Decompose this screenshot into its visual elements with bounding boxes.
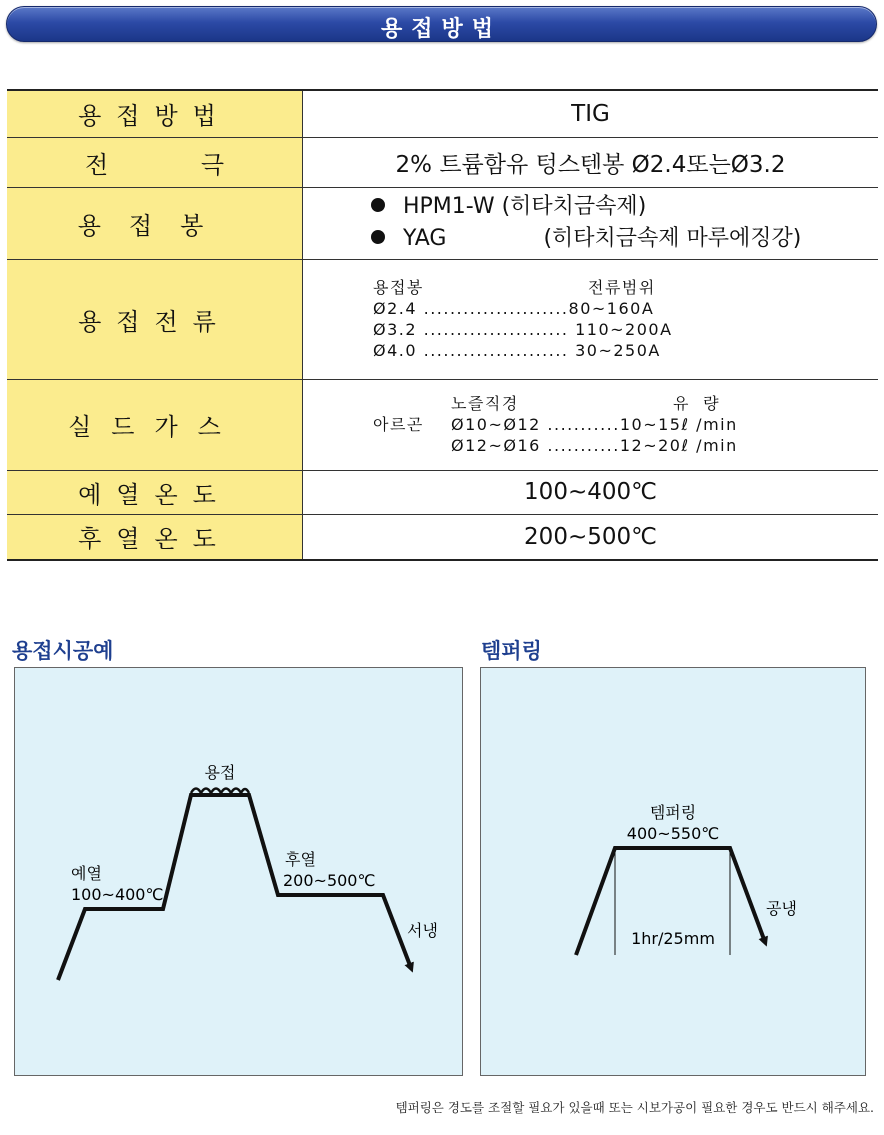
- gas-value: [303, 379, 879, 470]
- example-title: 용접시공예: [12, 639, 114, 663]
- table-row-rod: [7, 187, 878, 259]
- preheat-temp-label: 100~400℃: [71, 885, 164, 904]
- postheat-value: 200~500℃: [303, 514, 879, 560]
- electrode-label-b: 극: [200, 150, 224, 179]
- rod-label: 용접봉: [7, 187, 303, 259]
- electrode-label: [7, 137, 303, 187]
- welding-spec-table: [7, 89, 878, 561]
- table-row-current: [7, 259, 878, 379]
- postheat-temp-label: 200~500℃: [283, 871, 376, 890]
- current-header-rod: 용접봉: [373, 278, 424, 297]
- title-banner: [6, 6, 877, 42]
- table-row-method: [7, 90, 878, 137]
- welding-example-panel: [14, 667, 463, 1076]
- current-value: [303, 259, 879, 379]
- list-item: Ø12~Ø16 ...........12~20ℓ /min: [451, 436, 738, 455]
- gas-header-flow: 유 량: [673, 394, 721, 413]
- rod-value: [303, 187, 879, 259]
- gas-header-nozzle: 노즐직경: [451, 394, 519, 413]
- method-label: 용접방법: [7, 90, 303, 137]
- tempering-diagram: [481, 668, 867, 1077]
- table-row-gas: [7, 379, 878, 470]
- weld-label: 용접: [204, 763, 236, 782]
- gas-label: 실드가스: [7, 379, 303, 470]
- list-item: 아르곤 Ø10~Ø12 ...........10~15ℓ /min: [373, 415, 738, 434]
- footnote: 템퍼링은 경도를 조절할 필요가 있을때 또는 시보가공이 필요한 경우도 반드시 해주세요.: [395, 1100, 874, 1115]
- tempering-title: 템퍼링: [481, 639, 542, 663]
- current-header-range: 전류범위: [588, 278, 656, 297]
- method-value: TIG: [303, 90, 879, 137]
- list-item: Ø2.4 ......................80~160A: [373, 299, 655, 318]
- preheat-label: 예열온도: [7, 470, 303, 514]
- bullet-icon: [371, 198, 385, 212]
- weld-wave-icon: [191, 789, 249, 794]
- postheat-label: 후열온도: [7, 514, 303, 560]
- table-row-postheat: [7, 514, 878, 560]
- list-item: HPM1-W (히타치금속제): [371, 191, 878, 223]
- preheat-diagram-label: 예열: [71, 864, 102, 883]
- hold-time-label: 1hr/25mm: [631, 929, 715, 948]
- list-item: Ø3.2 ...................... 110~200A: [373, 320, 673, 339]
- table-row-electrode: [7, 137, 878, 187]
- table-row-preheat: [7, 470, 878, 514]
- electrode-value: 2% 트륨함유 텅스텐봉 Ø2.4또는Ø3.2: [303, 137, 879, 187]
- preheat-value: 100~400℃: [303, 470, 879, 514]
- bullet-icon: [371, 230, 385, 244]
- tempering-diagram-label: 템퍼링: [649, 803, 697, 822]
- list-item: YAG (히타치금속제 마루에징강): [371, 223, 878, 255]
- welding-cycle-diagram: [15, 668, 464, 1077]
- current-label: 용접전류: [7, 259, 303, 379]
- postheat-diagram-label: 후열: [285, 850, 316, 869]
- banner-title: 용접방법: [380, 17, 502, 42]
- air-cool-label: 공냉: [766, 899, 797, 918]
- tempering-temp-label: 400~550℃: [626, 824, 720, 843]
- electrode-label-a: 전: [85, 150, 109, 179]
- slow-cool-label: 서냉: [407, 921, 438, 940]
- list-item: Ø4.0 ...................... 30~250A: [373, 341, 661, 360]
- tempering-panel: [480, 667, 866, 1076]
